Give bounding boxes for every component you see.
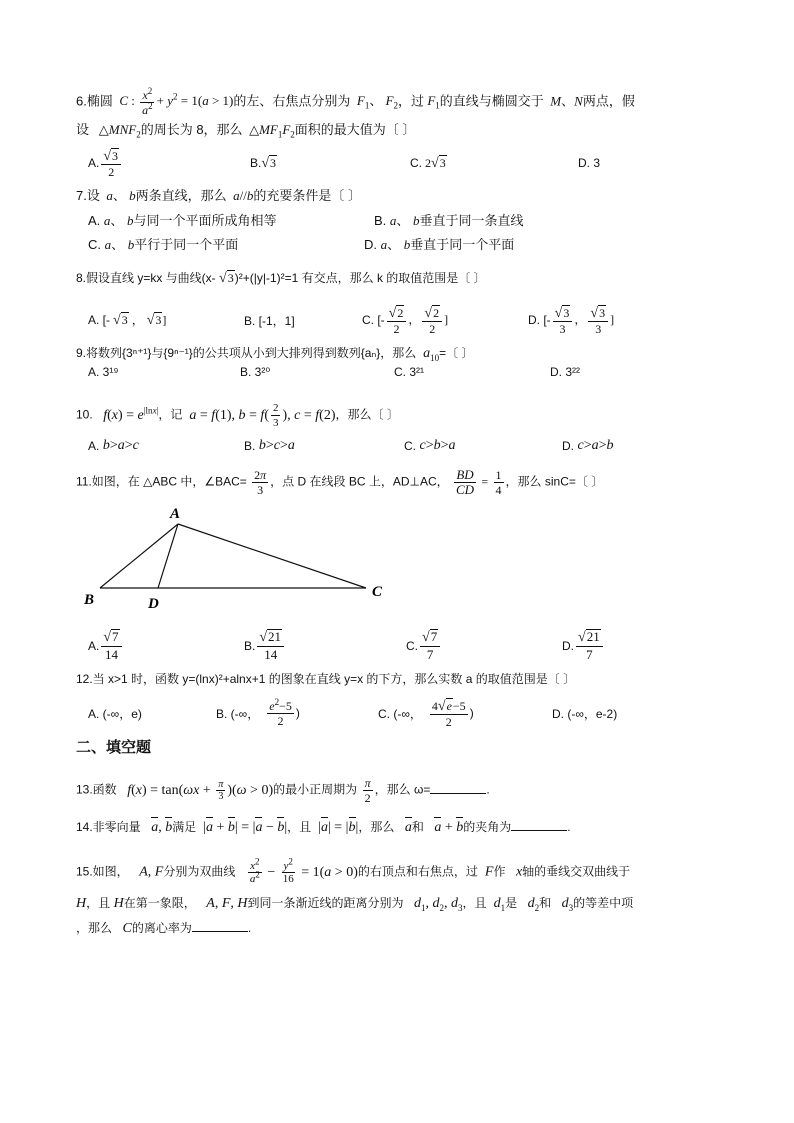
q7-option-c-text: 平行于同一个平面 xyxy=(134,237,239,252)
q11-side-ac xyxy=(178,524,366,588)
q15-text-7: 在第一象限， xyxy=(123,896,196,910)
q15-text-8: 到同一条渐近线的距离分别为 xyxy=(247,896,404,910)
q12-option-b-label: B. (-∞， xyxy=(216,706,260,721)
q7-option-c[interactable]: C. a、 b平行于同一个平面 xyxy=(88,237,239,252)
q10-option-b[interactable]: B. b > c > a xyxy=(244,438,295,453)
q14-text-6: 的夹角为 xyxy=(463,820,512,834)
q9-option-c-text: C. 3²¹ xyxy=(394,365,424,379)
q11-option-d-label: D. xyxy=(562,639,574,653)
q14-answer-blank[interactable] xyxy=(511,818,567,831)
q10-stem xyxy=(76,401,399,430)
q10-func: $f(x) = e^{|lnx|}$ xyxy=(103,405,159,423)
q15-d3: $d_3$ xyxy=(561,896,574,913)
q15-text-2: 分别为双曲线 xyxy=(163,864,236,879)
q6-options xyxy=(88,145,728,181)
q11-options xyxy=(88,626,728,666)
q8-text-2: )²+(|y|-1)²=1 有交点，那么 k 的取值范围是〔 〕 xyxy=(234,271,486,285)
q15-distances: $d_1$, $d_2$, $d_3$ xyxy=(414,896,463,913)
q15-text-5: 轴的垂线交双曲线于 xyxy=(522,864,631,879)
q9-options xyxy=(88,362,728,382)
q6-line1 xyxy=(76,88,635,117)
q14-text-5: 和 xyxy=(411,820,424,834)
section-fill-in-heading: 二、填空题 xyxy=(76,739,152,756)
q15-text-14: 的离心率为 xyxy=(131,921,192,935)
q15-hyperbola-eq: $\frac{x^2}{a^2}$ − $\frac{y^2}{16}$ = 1(a > 0) xyxy=(249,856,358,885)
q13-text-1: 13.函数 xyxy=(76,782,117,797)
q11-option-a-label: A. xyxy=(88,639,100,653)
q6-f1: $F_1$ xyxy=(427,93,440,112)
q11-ratio-bd-cd: $\frac{BD}{CD}$ xyxy=(455,467,475,497)
q11-label-a: A xyxy=(170,506,181,522)
q15-text-13: ，那么 xyxy=(76,921,113,935)
q10-defs: a = f(1), b = f( $\frac{2}{3}$ ), c = f(2) xyxy=(189,402,336,429)
q8-option-a[interactable]: A. [- √3 ， √3] xyxy=(88,313,167,328)
q7-option-b-text: 垂直于同一条直线 xyxy=(419,213,524,228)
q8-text-1: 8.假设直线 y=kx 与曲线(x- xyxy=(76,271,216,285)
q8-option-d[interactable]: D. [- $\frac{√3}{3}$ ， $\frac{√3}{3}$ ] xyxy=(528,305,615,336)
q14-stem xyxy=(76,818,571,837)
q13-text-3: ，那么 ω= xyxy=(374,782,431,797)
q6-foci: $F_1$、 $F_2$ xyxy=(356,93,399,112)
q13-func: f(x) = tan(ωx + $\frac{\pi}{3}$ )(ω > 0) xyxy=(127,779,274,802)
q11-label-d: D xyxy=(148,596,159,612)
q15-answer-blank[interactable] xyxy=(192,919,248,932)
q8-options xyxy=(88,302,728,338)
q12-option-c-label: C. (-∞， xyxy=(378,706,422,721)
q6-option-c-label: C. xyxy=(410,156,422,170)
q9-option-b[interactable] xyxy=(240,362,270,382)
q11-angle: $\frac{2\pi}{3}$ xyxy=(254,468,267,497)
q12-options xyxy=(88,694,728,732)
q6-option-d[interactable] xyxy=(578,145,600,181)
q6-triangle-mnf2: $\triangle MNF_2$ xyxy=(92,122,141,140)
q8-option-a-label: A. [- xyxy=(88,313,111,327)
q12-option-b[interactable]: B. (-∞， $\frac{e^2-5}{2}$ ) xyxy=(216,696,300,728)
q14-text-4: ，那么 xyxy=(358,820,395,834)
q14-condition-2: |a| = |b| xyxy=(314,820,359,835)
q12-option-a-text: A. (-∞，e) xyxy=(88,706,142,721)
q11-segment-ad xyxy=(158,524,178,588)
q15-f: F xyxy=(484,864,494,880)
q9-a10: $a_{10}$ xyxy=(423,346,440,363)
q10-text-1: ，记 xyxy=(158,407,183,422)
q13-period: $\frac{\pi}{2}$ xyxy=(364,776,371,805)
q6-mn: M、N xyxy=(550,93,583,109)
q7-text-2: 的充要条件是〔 〕 xyxy=(253,188,361,203)
q6-text-5: 设 xyxy=(76,122,90,137)
q12-option-d-text: D. (-∞，e-2) xyxy=(552,706,618,721)
q13-text-2: 的最小正周期为 xyxy=(273,782,358,797)
q12-text: 12.当 x>1 时，函数 y=(lnx)²+alnx+1 的图象在直线 y=x 的下方，那么实数 a 的取值范围是〔 〕 xyxy=(76,672,576,686)
q15-h2: H xyxy=(113,896,124,911)
q9-stem xyxy=(76,344,473,363)
q11-ratio-value: $\frac{1}{4}$ xyxy=(495,468,502,497)
q8-sqrt3: √3 xyxy=(219,271,234,286)
q6-triangle-mf1f2: $\triangle MF_1F_2$ xyxy=(245,122,295,140)
q15-c: C xyxy=(122,921,132,936)
q13-end: . xyxy=(486,782,490,797)
q9-text-1: 9.将数列{3ⁿ⁺¹}与{9ⁿ⁻¹}的公共项从小到大排列得到数列{aₙ}，那么 xyxy=(76,346,417,360)
q6-option-b[interactable]: B. √3 xyxy=(250,155,277,171)
q8-stem xyxy=(76,269,486,288)
q9-option-c[interactable] xyxy=(394,362,424,382)
q7-option-d[interactable]: D. a、 b垂直于同一个平面 xyxy=(364,237,515,252)
q9-option-d[interactable] xyxy=(550,362,580,382)
q14-vec-a: a xyxy=(404,820,412,835)
q9-option-d-text: D. 3²² xyxy=(550,365,580,379)
q7-parallel: a//b xyxy=(233,188,254,203)
q15-text-10: 是 xyxy=(505,896,518,910)
q8-option-c-label: C. [- xyxy=(362,313,385,327)
q15-text-1: 15.如图， xyxy=(76,864,129,879)
q15-line3 xyxy=(76,919,251,938)
q7-option-a-text: 与同一个平面所成角相等 xyxy=(133,213,277,228)
q7-ab: a、 b xyxy=(106,188,136,203)
q10-option-d[interactable]: D. c > a > b xyxy=(562,438,614,453)
q6-text-4: 两点，假 xyxy=(582,93,635,109)
q15-text-3: 的右顶点和右焦点，过 xyxy=(357,864,478,879)
q14-text-2: 满足 xyxy=(172,820,197,834)
q15-afh: A, F, H xyxy=(206,896,248,911)
q15-text-9: ，且 xyxy=(462,896,487,910)
q6-option-a-label: A. xyxy=(88,156,100,170)
q6-ellipse-eq: C : $\frac{x^2}{a^2}$ + $y^2 = 1(a > 1)$ xyxy=(119,86,234,117)
q11-text-1: 11.如图，在 △ABC 中，∠BAC= xyxy=(76,474,247,489)
q10-number: 10. xyxy=(76,407,93,422)
q7-stem xyxy=(76,187,361,205)
q8-option-b[interactable] xyxy=(244,302,295,338)
q14-text-1: 14.非零向量 xyxy=(76,820,141,834)
q11-text-3: ，那么 sinC=〔 〕 xyxy=(505,474,604,489)
q6-number: 6.椭圆 xyxy=(76,93,113,109)
q15-line2 xyxy=(76,894,633,913)
q6-text-7: 面积的最大值为〔 〕 xyxy=(294,122,416,137)
q12-option-a[interactable] xyxy=(88,694,142,732)
q6-option-b-label: B. xyxy=(250,156,262,170)
q15-d2: $d_2$ xyxy=(527,896,540,913)
q11-label-c: C xyxy=(372,584,383,600)
q9-option-a-text: A. 3¹⁹ xyxy=(88,365,119,379)
q11-stem: 11.如图，在 △ABC 中，∠BAC= $\frac{2\pi}{3}$ ，点 D 在线段 BC 上，AD⊥AC， $\frac{BD}{CD}$ = $\frac{1}{4}$ ，那么 sinC=〔 〕 xyxy=(76,467,604,497)
q11-label-b: B xyxy=(84,592,95,608)
q12-option-c[interactable]: C. (-∞， $\frac{4√e-5}{2}$ ) xyxy=(378,698,474,729)
q13-answer-blank[interactable] xyxy=(430,781,486,794)
q14-text-3: ，且 xyxy=(287,820,312,834)
q15-x: x xyxy=(515,864,523,880)
q7-text-1: 两条直线，那么 xyxy=(135,188,227,203)
q11-text-2: ，点 D 在线段 BC 上，AD⊥AC， xyxy=(270,474,449,489)
q15-text-4: 作 xyxy=(493,864,506,879)
q6-option-a[interactable]: A. $\frac{√3}{2}$ xyxy=(88,145,123,181)
q7-option-d-text: 垂直于同一个平面 xyxy=(410,237,515,252)
q15-text-11: 和 xyxy=(539,896,552,910)
q10-option-c[interactable]: C. c > b > a xyxy=(404,438,456,453)
q15-line1 xyxy=(76,856,631,885)
q14-condition-1: |a + b| = |a − b| xyxy=(199,820,288,835)
q15-text-12: 的等差中项 xyxy=(573,896,634,910)
q11-option-d[interactable]: D. $\frac{√21}{7}$ xyxy=(562,626,605,666)
q9-option-b-text: B. 3²⁰ xyxy=(240,365,271,379)
q15-end: . xyxy=(247,921,252,935)
q7-option-b[interactable]: B. a、 b垂直于同一条直线 xyxy=(374,213,524,228)
q10-option-a[interactable]: A. b > a > c xyxy=(88,438,139,453)
q11-option-b[interactable]: B. $\frac{√21}{14}$ xyxy=(244,626,286,666)
q7-option-a[interactable]: A. a、 b与同一个平面所成角相等 xyxy=(88,213,277,228)
q6-text-1: 的左、右焦点分别为 xyxy=(233,93,351,109)
q6-text-3: 的直线与椭圆交于 xyxy=(439,93,544,109)
q13-stem xyxy=(76,776,490,805)
q11-option-c[interactable]: C. $\frac{√7}{7}$ xyxy=(406,626,442,666)
q6-option-d-label: D. 3 xyxy=(578,156,601,170)
q11-option-c-label: C. xyxy=(406,639,418,653)
q11-option-a[interactable]: A. $\frac{√7}{14}$ xyxy=(88,626,124,666)
q15-text-6: ，且 xyxy=(86,896,111,910)
q15-h: H xyxy=(76,896,87,911)
q12-stem xyxy=(76,670,575,688)
q9-text-2: =〔 〕 xyxy=(439,346,474,360)
q11-triangle-figure xyxy=(78,500,398,612)
q15-af: A, F xyxy=(139,864,164,880)
q7-number: 7.设 xyxy=(76,188,100,203)
q10-text-2: ，那么〔 〕 xyxy=(335,407,399,422)
q8-option-d-label: D. [- xyxy=(528,313,551,327)
q14-vectors: a, b xyxy=(151,820,173,835)
q10-options xyxy=(88,436,728,456)
q11-side-ab xyxy=(100,524,178,588)
q6-text-6: 的周长为 8，那么 xyxy=(140,122,243,137)
q6-option-c[interactable]: C. 2√3 xyxy=(410,155,446,171)
q6-line2 xyxy=(76,121,415,139)
q9-option-a[interactable] xyxy=(88,362,118,382)
q8-option-b-label: B. [-1，1] xyxy=(244,313,295,328)
q15-d1: $d_1$ xyxy=(493,896,506,913)
q14-vec-sum: a + b xyxy=(434,820,464,835)
q11-option-b-label: B. xyxy=(244,639,256,653)
q6-text-2: ，过 xyxy=(398,93,425,109)
q8-option-c[interactable]: C. [- $\frac{√2}{2}$ ， $\frac{√2}{2}$ ] xyxy=(362,305,449,336)
q12-option-d[interactable] xyxy=(552,694,617,732)
q14-end: . xyxy=(567,820,571,834)
